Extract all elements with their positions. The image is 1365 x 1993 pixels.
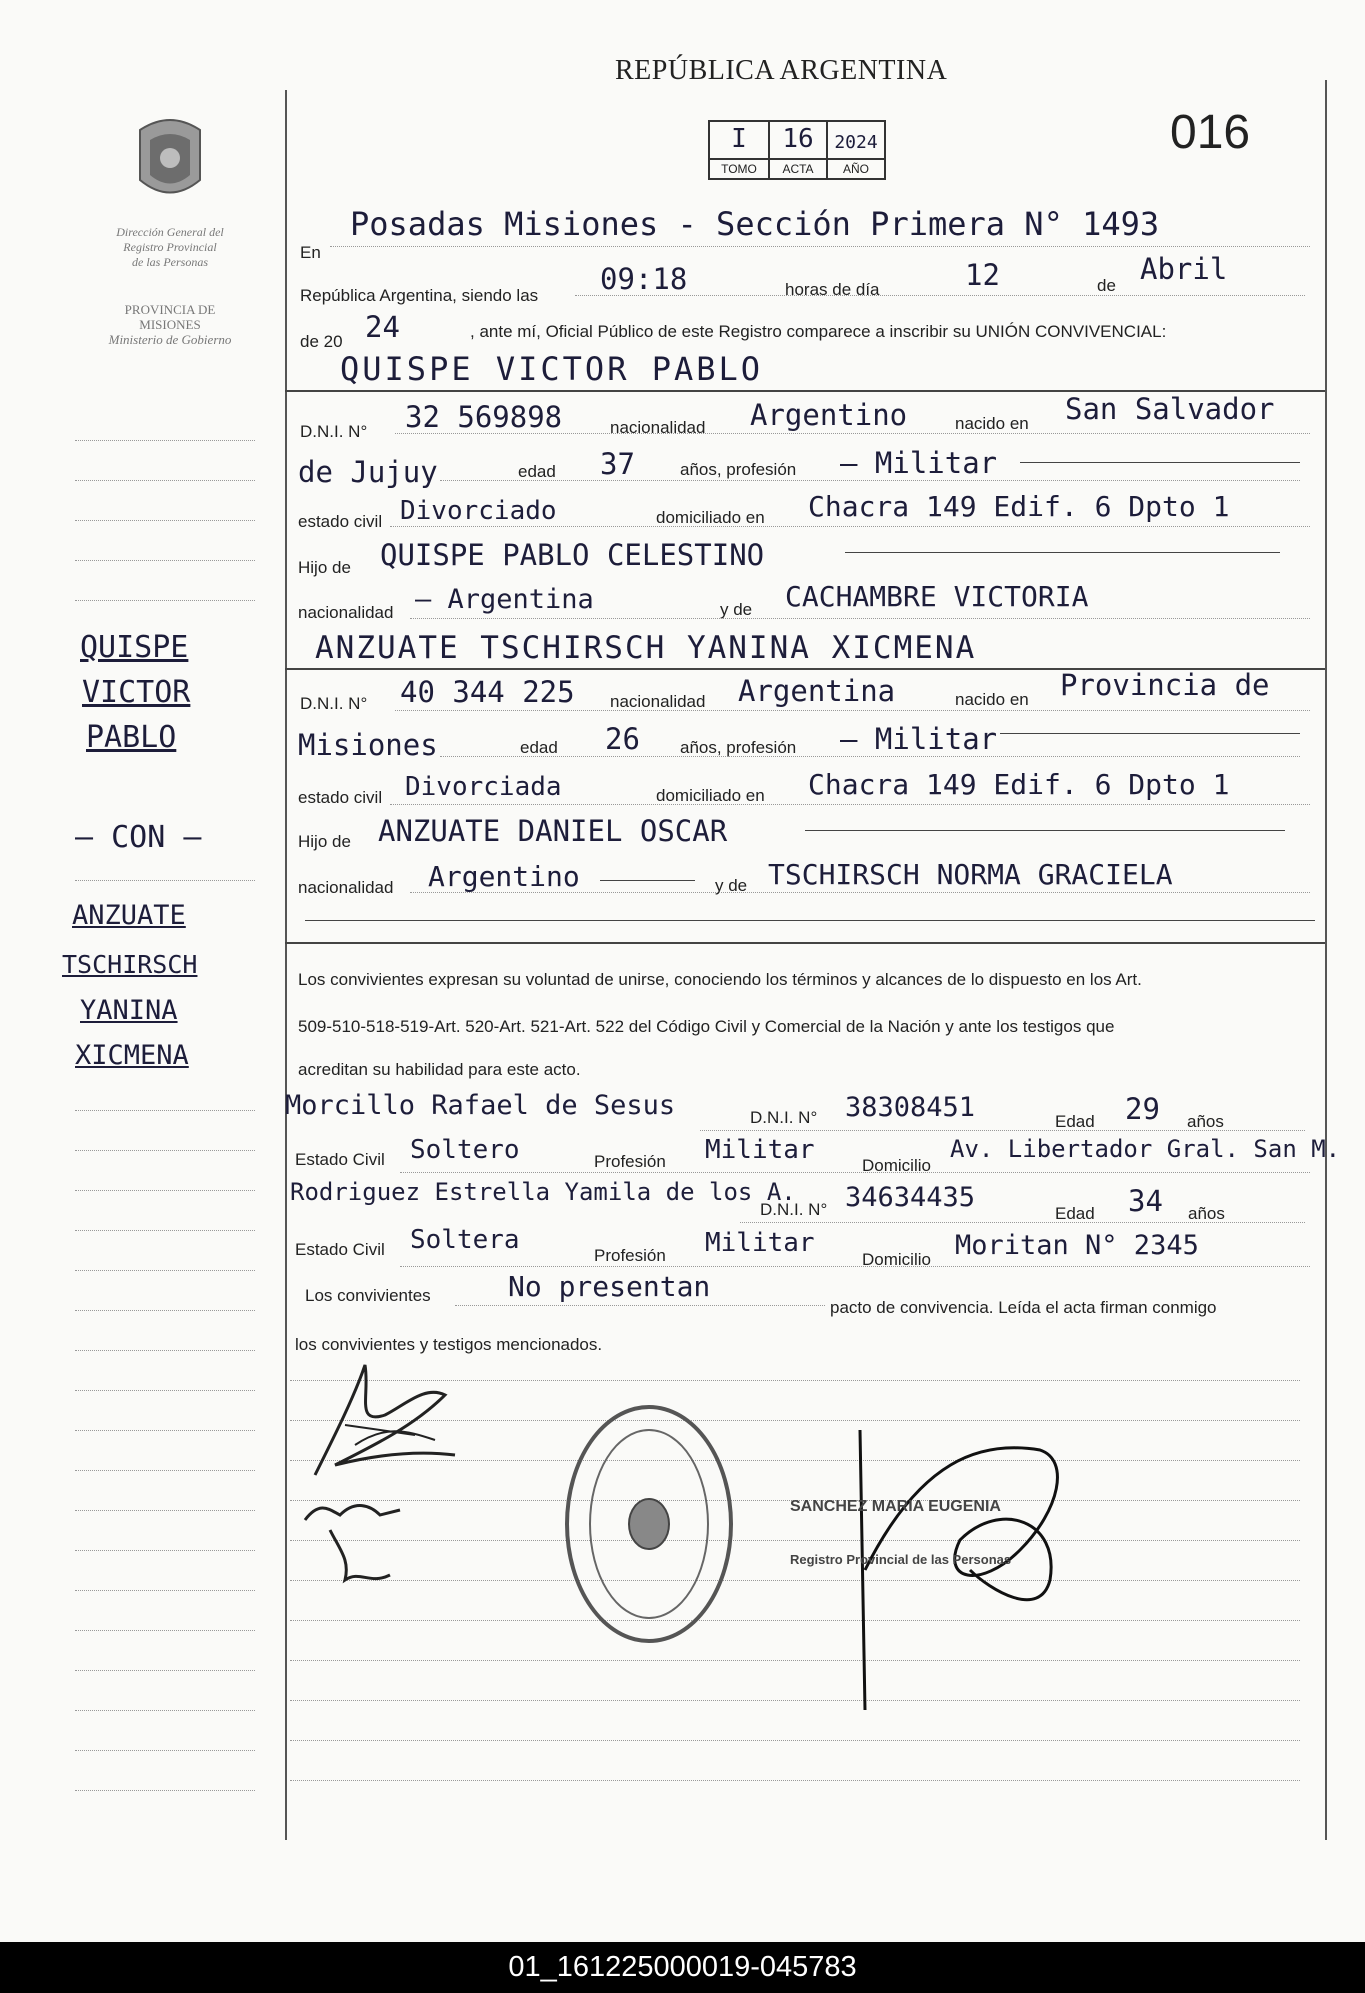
horas-label: horas de día: [785, 280, 880, 299]
p2-dni-label: D.N.I. N°: [300, 694, 368, 713]
p1-profesion: — Militar: [840, 446, 998, 480]
p1-nacido-en: San Salvador: [1065, 392, 1275, 426]
t2-domicilio-label: Domicilio: [862, 1250, 931, 1269]
en-label: En: [300, 243, 321, 262]
declaracion-line-3: acreditan su habilidad para este acto.: [298, 1060, 581, 1079]
p2-nac-padre-label: nacionalidad: [298, 878, 394, 897]
margin-name-6: YANINA: [80, 995, 178, 1026]
lugar-value: Posadas Misiones - Sección Primera N° 1493: [350, 205, 1160, 243]
declaracion-line-2: 509-510-518-519-Art. 520-Art. 521-Art. 522 del Código Civil y Comercial de la Nación y ante los testigos que: [298, 1017, 1115, 1036]
section-divider-3: [285, 942, 1325, 944]
p2-domicilio: Chacra 149 Edif. 6 Dpto 1: [808, 768, 1230, 801]
oficial-nombre: SANCHEZ MARIA EUGENIA: [790, 1498, 1001, 1515]
hora-value: 09:18: [600, 262, 688, 296]
margin-name-4: ANZUATE: [72, 900, 186, 931]
pacto-value: No presentan: [508, 1270, 711, 1303]
t2-edad-label: Edad: [1055, 1204, 1095, 1223]
tomo-box: I TOMO: [708, 120, 770, 180]
de20-label: de 20: [300, 332, 343, 351]
margin-name-3: PABLO: [86, 720, 177, 755]
p1-nacionalidad: Argentino: [750, 398, 908, 432]
p1-nacido-label: nacido en: [955, 414, 1029, 433]
p1-yde-label: y de: [720, 600, 753, 619]
t2-profesion: Militar: [705, 1228, 815, 1258]
t1-dni: 38308451: [845, 1092, 976, 1123]
document-footer-code: 01_161225000019-045783: [0, 1942, 1365, 1993]
p1-edad-label: edad: [518, 462, 556, 481]
p2-hijo-label: Hijo de: [298, 832, 351, 851]
t1-domicilio: Av. Libertador Gral. San M.: [950, 1135, 1341, 1163]
left-margin-rule: [285, 90, 287, 1840]
t1-anios-label: años: [1187, 1112, 1224, 1131]
p1-nacido-en-2: de Jujuy: [298, 455, 438, 489]
p1-estado: Divorciado: [400, 496, 557, 526]
t2-dni-label: D.N.I. N°: [760, 1200, 828, 1219]
p2-nac-padre: Argentino: [428, 860, 580, 893]
conviviente1-name: QUISPE VICTOR PABLO: [340, 350, 764, 388]
registro-seal-stamp: [565, 1405, 733, 1643]
signature-testigos-icon: [300, 1490, 420, 1600]
p2-nacido-en: Provincia de: [1060, 668, 1270, 702]
p2-nacido-en-2: Misiones: [298, 728, 438, 762]
margin-name-1: QUISPE: [80, 630, 189, 665]
p1-nac-padre-label: nacionalidad: [298, 603, 394, 622]
t2-profesion-label: Profesión: [594, 1246, 666, 1265]
conviviente2-name: ANZUATE TSCHIRSCH YANINA XICMENA: [315, 630, 977, 666]
p2-nacionalidad-label: nacionalidad: [610, 692, 706, 711]
org-name: Dirección General del Registro Provincial de las Personas: [116, 225, 224, 269]
province-name: PROVINCIA DE MISIONES Ministerio de Gobierno: [108, 302, 232, 347]
p2-nacido-label: nacido en: [955, 690, 1029, 709]
margin-name-7: XICMENA: [75, 1040, 189, 1071]
p1-dni-label: D.N.I. N°: [300, 422, 368, 441]
margin-con: — CON —: [75, 820, 202, 855]
p1-madre: CACHAMBRE VICTORIA: [785, 580, 1089, 613]
mes-value: Abril: [1140, 252, 1228, 286]
t1-dni-label: D.N.I. N°: [750, 1108, 818, 1127]
p1-profesion-label: años, profesión: [680, 460, 797, 479]
t2-dni: 34634435: [845, 1182, 976, 1213]
t1-estado-label: Estado Civil: [295, 1150, 385, 1169]
comparece-label: , ante mí, Oficial Público de este Registro comparece a inscribir su UNIÓN CONVIVENCIAL:: [470, 322, 1167, 341]
acta-number: 016: [1170, 106, 1251, 159]
acta-box: 16 ACTA: [768, 120, 828, 180]
p2-estado-label: estado civil: [298, 788, 383, 807]
p2-estado: Divorciada: [405, 772, 562, 802]
p1-nacionalidad-label: nacionalidad: [610, 418, 706, 437]
p2-padre: ANZUATE DANIEL OSCAR: [378, 814, 728, 848]
p1-estado-label: estado civil: [298, 512, 383, 531]
p2-nacionalidad: Argentina: [738, 674, 896, 708]
p1-hijo-label: Hijo de: [298, 558, 351, 577]
margin-name-2: VICTOR: [82, 675, 191, 710]
registro-logo-icon: [130, 110, 210, 210]
oficial-cargo: Registro Provincial de las Personas: [790, 1552, 1012, 1567]
t1-nombre: Morcillo Rafael de Sesus: [285, 1090, 676, 1121]
p2-edad-label: edad: [520, 738, 558, 757]
convivientes-label: Los convivientes: [305, 1286, 431, 1305]
margin-name-5: TSCHIRSCH: [62, 950, 198, 979]
t1-domicilio-label: Domicilio: [862, 1156, 931, 1175]
t2-estado-label: Estado Civil: [295, 1240, 385, 1259]
p1-domicilio: Chacra 149 Edif. 6 Dpto 1: [808, 490, 1230, 523]
p1-edad: 37: [600, 447, 635, 481]
p2-edad: 26: [605, 722, 640, 756]
t2-nombre: Rodriguez Estrella Yamila de los A.: [290, 1178, 796, 1206]
p2-profesion-label: años, profesión: [680, 738, 797, 757]
declaracion-line-1: Los convivientes expresan su voluntad de unirse, conociendo los términos y alcances de lo dispuesto en los Art.: [298, 970, 1142, 989]
de-label: de: [1097, 276, 1116, 295]
p2-profesion: — Militar: [840, 722, 998, 756]
dia-value: 12: [965, 258, 1000, 292]
pacto-label: pacto de convivencia. Leída el acta firman conmigo: [830, 1298, 1217, 1317]
p1-domicilio-label: domiciliado en: [656, 508, 765, 527]
signature-oficial-icon: [840, 1420, 1090, 1720]
t1-estado: Soltero: [410, 1135, 520, 1165]
p2-madre: TSCHIRSCH NORMA GRACIELA: [768, 858, 1173, 891]
anio-value: 24: [365, 310, 400, 344]
t1-profesion: Militar: [705, 1135, 815, 1165]
signature-convivientes-icon: [295, 1355, 475, 1495]
t2-anios-label: años: [1188, 1204, 1225, 1223]
p1-nac-padre: — Argentina: [415, 584, 594, 615]
p1-padre: QUISPE PABLO CELESTINO: [380, 538, 765, 572]
t1-profesion-label: Profesión: [594, 1152, 666, 1171]
t1-edad-label: Edad: [1055, 1112, 1095, 1131]
t2-edad: 34: [1128, 1184, 1163, 1218]
document-title: REPÚBLICA ARGENTINA: [615, 55, 948, 86]
republica-label: República Argentina, siendo las: [300, 286, 539, 305]
p2-domicilio-label: domiciliado en: [656, 786, 765, 805]
right-margin-rule: [1325, 80, 1327, 1840]
p1-dni: 32 569898: [405, 400, 563, 434]
p2-dni: 40 344 225: [400, 675, 575, 709]
t2-domicilio: Moritan N° 2345: [955, 1230, 1199, 1261]
t2-estado: Soltera: [410, 1225, 520, 1255]
t1-edad: 29: [1125, 1092, 1160, 1126]
cierre-line-2: los convivientes y testigos mencionados.: [295, 1335, 603, 1354]
p2-yde-label: y de: [715, 876, 748, 895]
anio-box: 2024 AÑO: [826, 120, 886, 180]
